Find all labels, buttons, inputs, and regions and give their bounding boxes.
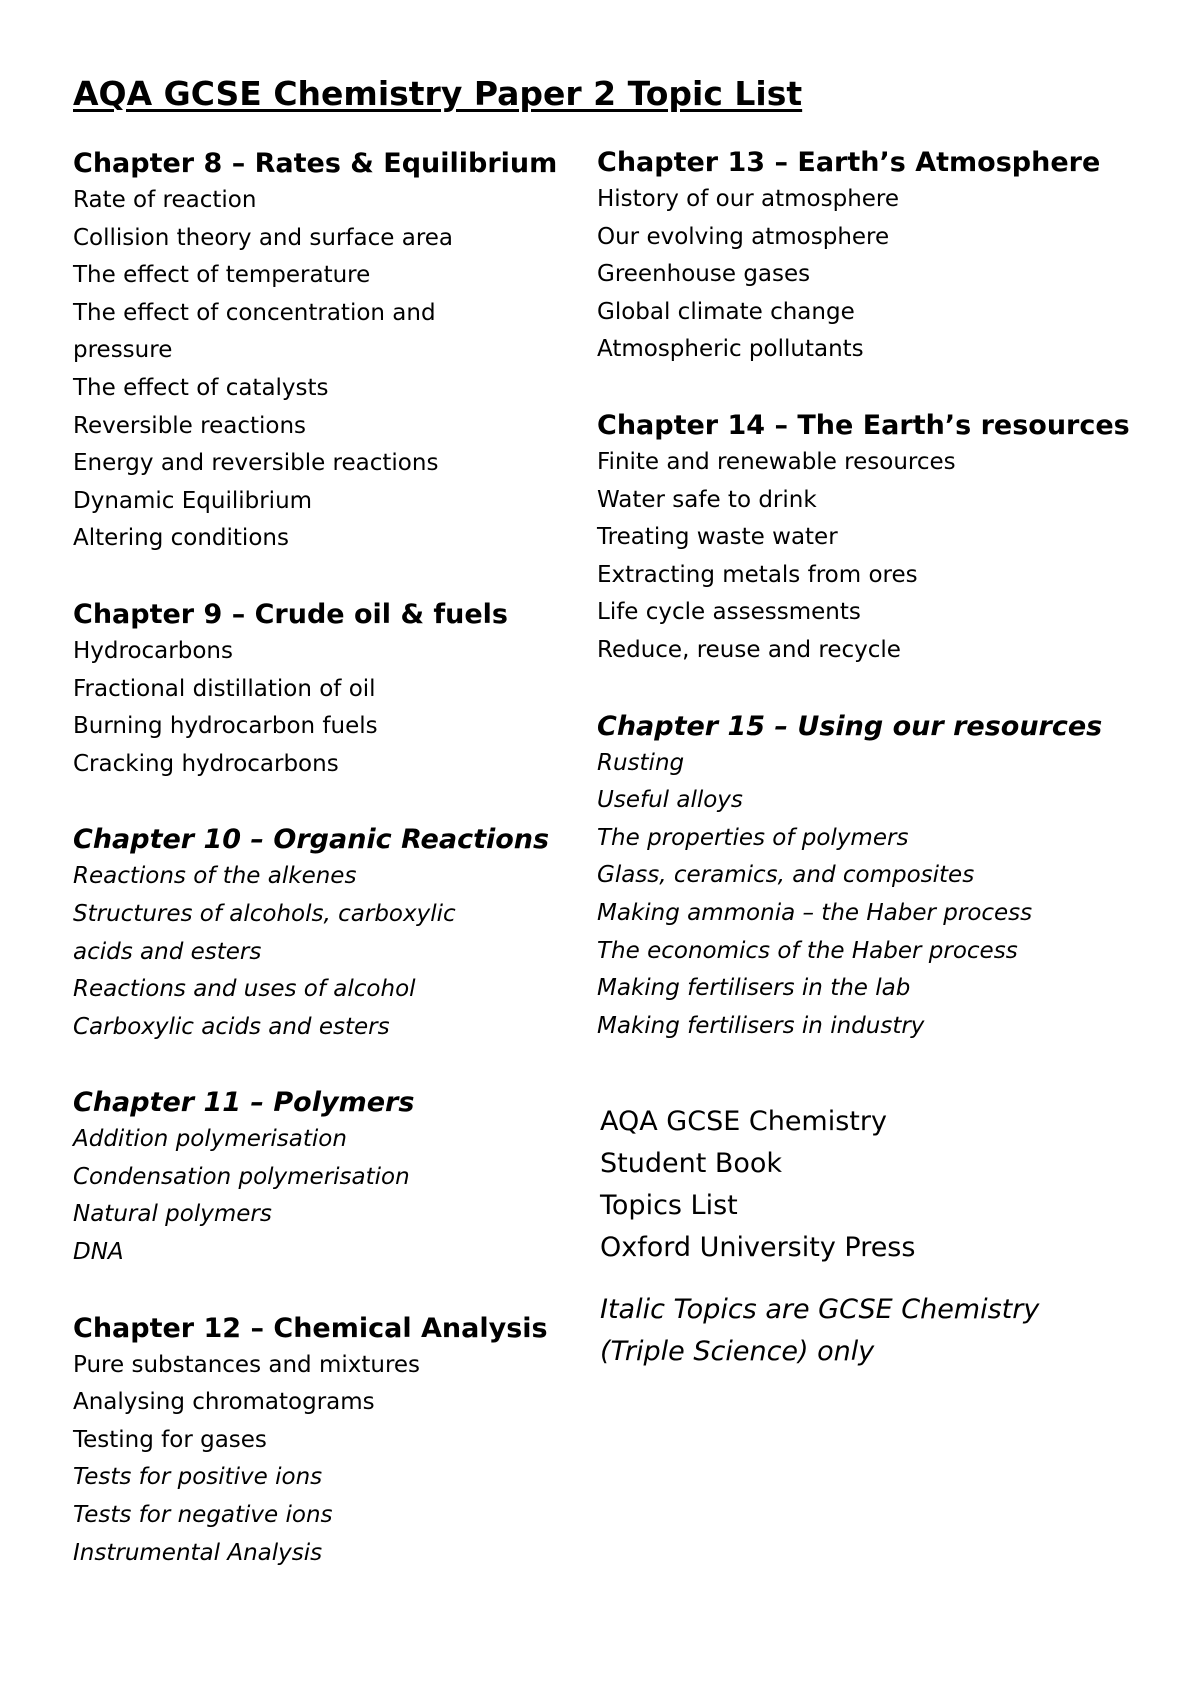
section-gap: [597, 670, 1117, 708]
topic-item: Instrumental Analysis: [73, 1539, 323, 1566]
topic-item: Reduce, reuse and recycle: [597, 636, 901, 663]
topic-item: Burning hydrocarbon fuels: [73, 713, 378, 740]
topic-item: Glass, ceramics, and composites: [597, 862, 975, 889]
section-gap: [73, 558, 593, 596]
topic-item: The properties of polymers: [597, 824, 909, 851]
topic-item: Hydrocarbons: [73, 637, 233, 664]
topic-item: Rusting: [597, 749, 685, 776]
left-column: [73, 145, 593, 1572]
topic-item: Life cycle assessments: [597, 599, 861, 626]
topic-item: The effect of temperature: [73, 262, 371, 289]
topic-list: [73, 1347, 593, 1573]
chapter-14: [597, 407, 1130, 670]
chapter-8: [73, 145, 593, 558]
topic-item: Testing for gases: [73, 1426, 267, 1453]
chapter-heading: Chapter 13 – Earth’s Atmosphere: [597, 147, 1101, 178]
chapter-10: [73, 821, 593, 1046]
italic-topics-note: Italic Topics are GCSE Chemistry (Triple Science) only: [600, 1294, 1040, 1368]
topic-item: Water safe to drink: [597, 486, 817, 513]
topic-item: Making fertilisers in industry: [597, 1012, 925, 1039]
page-title: AQA GCSE Chemistry Paper 2 Topic List: [73, 74, 803, 113]
topic-item: Treating waste water: [597, 524, 838, 551]
section-gap: [73, 1046, 593, 1084]
topic-item: Global climate change: [597, 298, 855, 325]
topic-item: The effect of catalysts: [73, 374, 329, 401]
topic-item: DNA: [73, 1239, 124, 1266]
chapter-9: [73, 596, 593, 783]
source-line: Oxford University Press: [600, 1232, 916, 1264]
chapter-heading: Chapter 10 – Organic Reactions: [73, 824, 550, 856]
topic-list: [597, 444, 1117, 670]
topic-item: Cracking hydrocarbons: [73, 750, 339, 777]
topic-item: The economics of the Haber process: [597, 937, 1018, 964]
topic-item: Reversible reactions: [73, 412, 307, 439]
chapter-15: [597, 708, 1117, 1046]
topic-list: [597, 745, 1117, 1046]
topic-list: [73, 182, 593, 558]
topic-item: Atmospheric pollutants: [597, 336, 864, 363]
chapter-heading: Chapter 15 – Using our resources: [597, 710, 1103, 742]
topic-item: Tests for positive ions: [73, 1464, 323, 1491]
topic-item: Pure substances and mixtures: [73, 1351, 421, 1378]
topic-item: Natural polymers: [73, 1201, 272, 1228]
topic-item: Condensation polymerisation: [73, 1163, 410, 1190]
source-line: AQA GCSE Chemistry: [600, 1106, 887, 1138]
topic-item: Carboxylic acids and esters: [73, 1013, 390, 1040]
topic-item: History of our atmosphere: [597, 186, 900, 212]
topic-item: Making fertilisers in the lab: [597, 975, 911, 1002]
topic-list: [73, 858, 593, 1046]
section-gap: [597, 1045, 1117, 1101]
topic-item: The effect of concentration and pressure: [73, 299, 436, 364]
topic-item: Extracting metals from ores: [597, 561, 918, 588]
topic-item: Reactions and uses of alcohol: [73, 976, 416, 1003]
topic-item: Energy and reversible reactions: [73, 450, 439, 477]
topic-item: Tests for negative ions: [73, 1502, 333, 1529]
chapter-12: [73, 1310, 593, 1573]
topic-item: Greenhouse gases: [597, 261, 811, 288]
topic-item: Addition polymerisation: [73, 1126, 347, 1153]
section-gap: [73, 1272, 593, 1310]
topic-item: Fractional distillation of oil: [73, 675, 376, 702]
topic-list: [73, 1121, 593, 1271]
source-line: Student Book: [600, 1148, 783, 1180]
section-gap: [73, 783, 593, 821]
topic-item: Structures of alcohols, carboxylic acids and esters: [73, 900, 456, 965]
section-gap: [597, 369, 1117, 407]
topic-item: Collision theory and surface area: [73, 224, 454, 251]
chapter-heading: Chapter 11 – Polymers: [73, 1087, 415, 1119]
right-column: [597, 144, 1130, 1373]
topic-item: Rate of reaction: [73, 187, 257, 213]
chapter-heading: Chapter 14 – The Earth’s resources: [597, 409, 1130, 441]
chapter-11: [73, 1084, 593, 1271]
topic-item: Our evolving atmosphere: [597, 223, 890, 250]
chapter-heading: Chapter 9 – Crude oil & fuels: [73, 598, 509, 630]
chapter-heading: Chapter 12 – Chemical Analysis: [73, 1312, 548, 1344]
topic-item: Altering conditions: [73, 525, 289, 552]
topic-item: Reactions of the alkenes: [73, 863, 357, 890]
source-line: Topics List: [600, 1190, 738, 1222]
chapter-13: [597, 144, 1117, 369]
source-info: [597, 1101, 1117, 1269]
chapter-heading: Chapter 8 – Rates & Equilibrium: [73, 148, 558, 179]
topic-item: Useful alloys: [597, 787, 743, 814]
topic-item: Analysing chromatograms: [73, 1389, 375, 1416]
topic-item: Finite and renewable resources: [597, 448, 956, 475]
topic-list: [73, 633, 593, 783]
topic-item: Dynamic Equilibrium: [73, 487, 313, 514]
topic-item: Making ammonia – the Haber process: [597, 899, 1033, 926]
topic-list: [597, 181, 1117, 369]
